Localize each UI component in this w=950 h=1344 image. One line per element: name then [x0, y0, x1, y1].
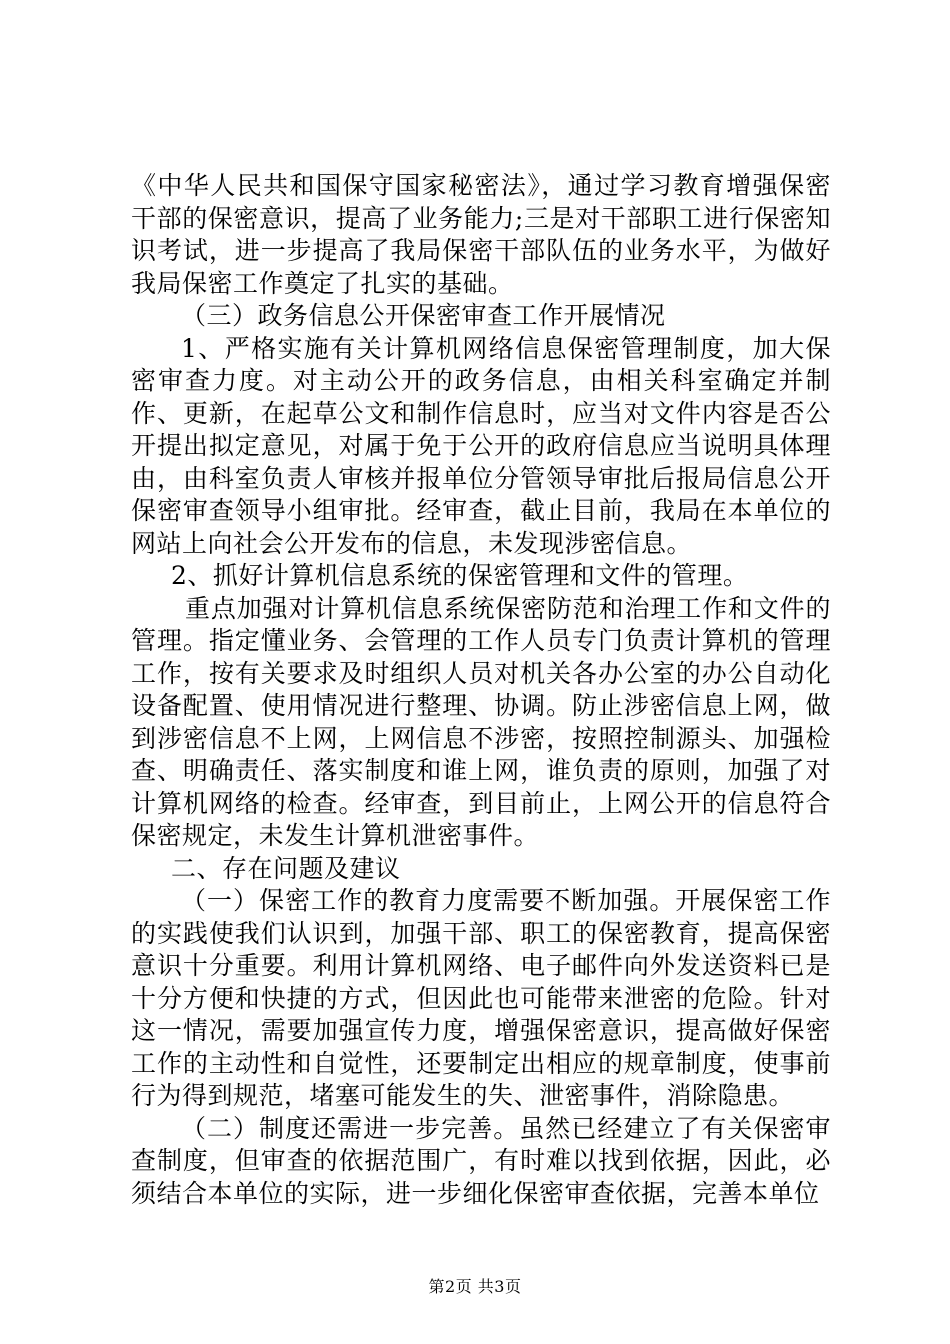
paragraph-continuation: 《中华人民共和国保守国家秘密法》，通过学习教育增强保密干部的保密意识，提高了业务能力;三是对干部职工进行保密知识考试，进一步提高了我局保密干部队伍的业务水平，为做好我局保密工作奠定了扎实的基础。 — [131, 171, 831, 298]
paragraph-item-2: 2、抓好计算机信息系统的保密管理和文件的管理。 — [171, 561, 749, 590]
section-heading-problems: 二、存在问题及建议 — [171, 853, 401, 883]
paragraph-problem-1: （一）保密工作的教育力度需要不断加强。开展保密工作的实践使我们认识到，加强干部、职工的保密教育，提高保密意识十分重要。利用计算机网络、电子邮件向外发送资料已是十分方便和快捷的方式，但因此也可能带来泄密的危险。针对这一情况，需要加强宣传力度，增强保密意识，提高做好保密工作的主动性和自觉性，还要制定出相应的规章制度，使事前行为得到规范，堵塞可能发生的失、泄密事件，消除隐患。 — [131, 886, 831, 1110]
document-body — [131, 170, 831, 1210]
page-number-footer: 第2页 共3页 — [428, 1277, 522, 1296]
paragraph-problem-2: （二）制度还需进一步完善。虽然已经建立了有关保密审查制度，但审查的依据范围广，有时难以找到依据，因此，必须结合本单位的实际，进一步细化保密审查依据，完善本单位 — [131, 1113, 831, 1208]
paragraph-item-1: 1、严格实施有关计算机网络信息保密管理制度，加大保密审查力度。对主动公开的政务信息，由相关科室确定并制作、更新，在起草公文和制作信息时，应当对文件内容是否公开提出拟定意见，对属于免于公开的政府信息应当说明具体理由，由科室负责人审核并报单位分管领导审批后报局信息公开保密审查领导小组审批。经审查，截止目前，我局在本单位的网站上向社会公开发布的信息，未发现涉密信息。 — [131, 333, 831, 558]
paragraph-computer-management: 重点加强对计算机信息系统保密防范和治理工作和文件的管理。指定懂业务、会管理的工作人员专门负责计算机的管理工作，按有关要求及时组织人员对机关各办公室的办公自动化设备配置、使用情况进行整理、协调。防止涉密信息上网，做到涉密信息不上网，上网信息不涉密，按照控制源头、加强检查、明确责任、落实制度和谁上网，谁负责的原则，加强了对计算机网络的检查。经审查，到目前止，上网公开的信息符合保密规定，未发生计算机泄密事件。 — [131, 593, 831, 850]
section-heading-3: （三）政务信息公开保密审查工作开展情况 — [181, 301, 666, 330]
